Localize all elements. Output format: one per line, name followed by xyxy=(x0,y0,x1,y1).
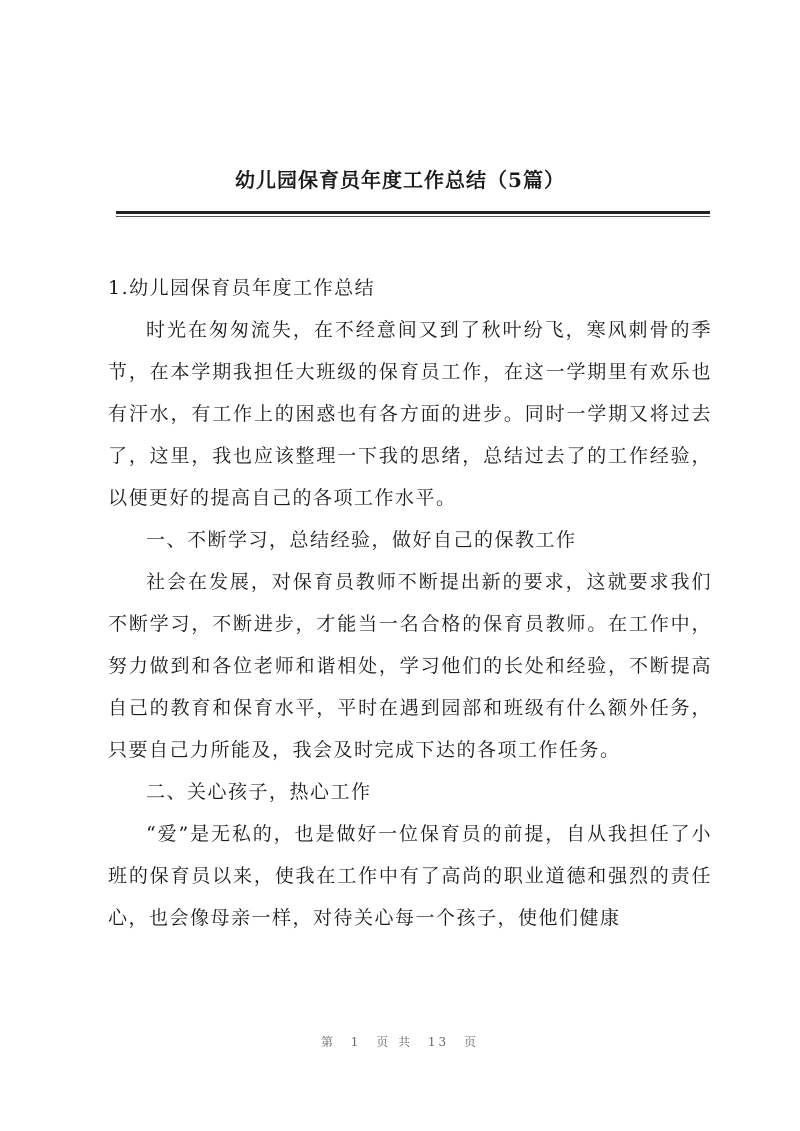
subsection-heading: 一、不断学习，总结经验，做好自己的保教工作 xyxy=(146,529,577,551)
paragraph: 时光在匆匆流失，在不经意间又到了秋叶纷飞，寒风刺骨的季节，在本学期我担任大班级的保育员工作，在这一学期里有欢乐也有汗水，有工作上的困惑也有各方面的进步。同时一学期又将过去了，这里，我也应该整理一下我的思绪，总结过去了的工作经验，以便更好的提高自己的各项工作水平。 xyxy=(108,319,712,509)
footer-prefix: 第 xyxy=(320,1035,336,1049)
paragraph: “爱”是无私的，也是做好一位保育员的前提，自从我担任了小班的保育员以来，使我在工作中有了高尚的职业道德和强烈的责任心，也会像母亲一样，对待关心每一个孩子，使他们健康 xyxy=(108,823,712,929)
section-heading: 1.幼儿园保育员年度工作总结 xyxy=(108,277,376,299)
document-body xyxy=(108,267,712,939)
paragraph: 社会在发展，对保育员教师不断提出新的要求，这就要求我们不断学习，不断进步，才能当一名合格的保育员教师。在工作中，努力做到和各位老师和谐相处，学习他们的长处和经验，不断提高自己的教育和保育水平，平时在遇到园部和班级有什么额外任务，只要自己力所能及，我会及时完成下达的各项工作任务。 xyxy=(108,571,712,761)
page-footer xyxy=(0,1033,800,1050)
subsection-heading: 二、关心孩子，热心工作 xyxy=(146,781,372,803)
footer-total-pages: 13 xyxy=(427,1035,450,1049)
footer-middle: 页 共 xyxy=(376,1035,414,1049)
title-divider-thin xyxy=(116,216,710,217)
document-title: 幼儿园保育员年度工作总结（5篇） xyxy=(235,168,565,192)
footer-suffix: 页 xyxy=(464,1035,480,1049)
footer-page-number: 1 xyxy=(350,1035,362,1049)
title-divider-thick xyxy=(116,211,710,214)
